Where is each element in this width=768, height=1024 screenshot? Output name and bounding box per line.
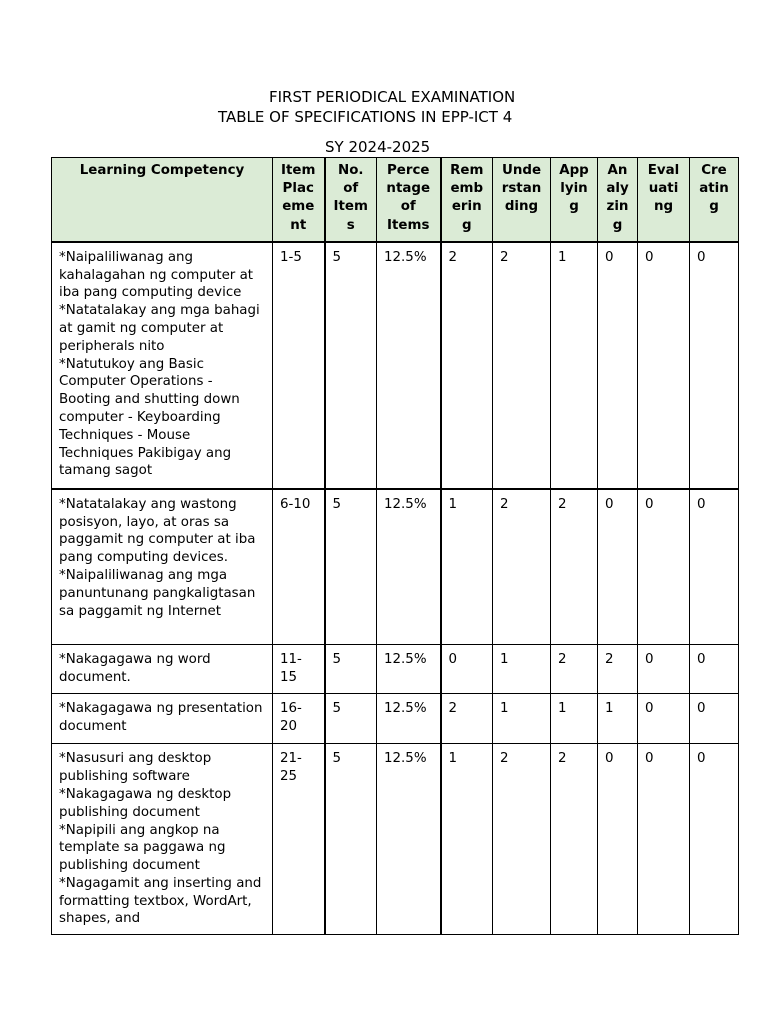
applying-cell: 1 bbox=[551, 694, 598, 744]
evaluating-cell: 0 bbox=[638, 645, 690, 694]
remembering-cell: 0 bbox=[441, 645, 493, 694]
col-header-understanding: Unde rstan ding bbox=[493, 158, 551, 242]
table-row bbox=[52, 744, 739, 935]
percentage-cell: 12.5% bbox=[377, 645, 441, 694]
evaluating-cell: 0 bbox=[638, 242, 690, 489]
col-header-item-placement: Item Plac eme nt bbox=[273, 158, 325, 242]
percentage-cell: 12.5% bbox=[377, 694, 441, 744]
analyzing-cell: 0 bbox=[598, 242, 638, 489]
col-header-applying: App lyin g bbox=[551, 158, 598, 242]
understanding-cell: 2 bbox=[493, 242, 551, 489]
learning-competency-cell: *Naipaliliwanag ang kahalagahan ng computer at iba pang computing device *Natatalakay ang mga bahagi at gamit ng computer at peripherals nito *Natutukoy ang Basic Computer Operations - Booting and shutting down computer - Keyboarding Techniques - Mouse Techniques Pakibigay ang tamang sagot bbox=[52, 242, 273, 489]
percentage-cell: 12.5% bbox=[377, 744, 441, 935]
understanding-cell: 1 bbox=[493, 645, 551, 694]
exam-title: FIRST PERIODICAL EXAMINATION bbox=[269, 88, 516, 106]
table-body bbox=[52, 242, 739, 935]
table-header-row bbox=[52, 158, 739, 242]
creating-cell: 0 bbox=[690, 242, 739, 489]
col-header-percentage: Perce ntage of Items bbox=[377, 158, 441, 242]
table-row bbox=[52, 645, 739, 694]
table-of-specifications bbox=[51, 157, 739, 935]
no-of-items-cell: 5 bbox=[325, 645, 377, 694]
item-placement-cell: 21-25 bbox=[273, 744, 325, 935]
col-header-analyzing: An aly zin g bbox=[598, 158, 638, 242]
col-header-remembering: Rem emb erin g bbox=[441, 158, 493, 242]
evaluating-cell: 0 bbox=[638, 694, 690, 744]
item-placement-cell: 16-20 bbox=[273, 694, 325, 744]
item-placement-cell: 1-5 bbox=[273, 242, 325, 489]
table-row bbox=[52, 242, 739, 489]
creating-cell: 0 bbox=[690, 744, 739, 935]
applying-cell: 2 bbox=[551, 489, 598, 645]
learning-competency-cell: *Nasusuri ang desktop publishing software *Nakagagawa ng desktop publishing document *Napipili ang angkop na template sa paggawa ng publishing document *Nagagamit ang inserting and formatting textbox, WordArt, shapes, and bbox=[52, 744, 273, 935]
remembering-cell: 2 bbox=[441, 242, 493, 489]
remembering-cell: 2 bbox=[441, 694, 493, 744]
creating-cell: 0 bbox=[690, 645, 739, 694]
analyzing-cell: 0 bbox=[598, 744, 638, 935]
evaluating-cell: 0 bbox=[638, 489, 690, 645]
remembering-cell: 1 bbox=[441, 744, 493, 935]
col-header-learning-competency: Learning Competency bbox=[52, 158, 273, 242]
percentage-cell: 12.5% bbox=[377, 489, 441, 645]
creating-cell: 0 bbox=[690, 694, 739, 744]
applying-cell: 2 bbox=[551, 744, 598, 935]
no-of-items-cell: 5 bbox=[325, 489, 377, 645]
col-header-evaluating: Eval uati ng bbox=[638, 158, 690, 242]
analyzing-cell: 1 bbox=[598, 694, 638, 744]
understanding-cell: 2 bbox=[493, 744, 551, 935]
learning-competency-cell: *Nakagagawa ng word document. bbox=[52, 645, 273, 694]
learning-competency-cell: *Nakagagawa ng presentation document bbox=[52, 694, 273, 744]
table-row bbox=[52, 489, 739, 645]
remembering-cell: 1 bbox=[441, 489, 493, 645]
col-header-no-of-items: No. of Item s bbox=[325, 158, 377, 242]
item-placement-cell: 11-15 bbox=[273, 645, 325, 694]
evaluating-cell: 0 bbox=[638, 744, 690, 935]
table-row bbox=[52, 694, 739, 744]
item-placement-cell: 6-10 bbox=[273, 489, 325, 645]
school-year: SY 2024-2025 bbox=[325, 138, 431, 156]
analyzing-cell: 2 bbox=[598, 645, 638, 694]
analyzing-cell: 0 bbox=[598, 489, 638, 645]
applying-cell: 2 bbox=[551, 645, 598, 694]
creating-cell: 0 bbox=[690, 489, 739, 645]
table-of-specifications-title: TABLE OF SPECIFICATIONS IN EPP-ICT 4 bbox=[218, 108, 513, 126]
understanding-cell: 2 bbox=[493, 489, 551, 645]
no-of-items-cell: 5 bbox=[325, 242, 377, 489]
learning-competency-cell: *Natatalakay ang wastong posisyon, layo, at oras sa paggamit ng computer at iba pang computing devices. *Naipaliliwanag ang mga panuntunang pangkaligtasan sa paggamit ng Internet bbox=[52, 489, 273, 645]
applying-cell: 1 bbox=[551, 242, 598, 489]
col-header-creating: Cre atin g bbox=[690, 158, 739, 242]
no-of-items-cell: 5 bbox=[325, 744, 377, 935]
percentage-cell: 12.5% bbox=[377, 242, 441, 489]
no-of-items-cell: 5 bbox=[325, 694, 377, 744]
understanding-cell: 1 bbox=[493, 694, 551, 744]
